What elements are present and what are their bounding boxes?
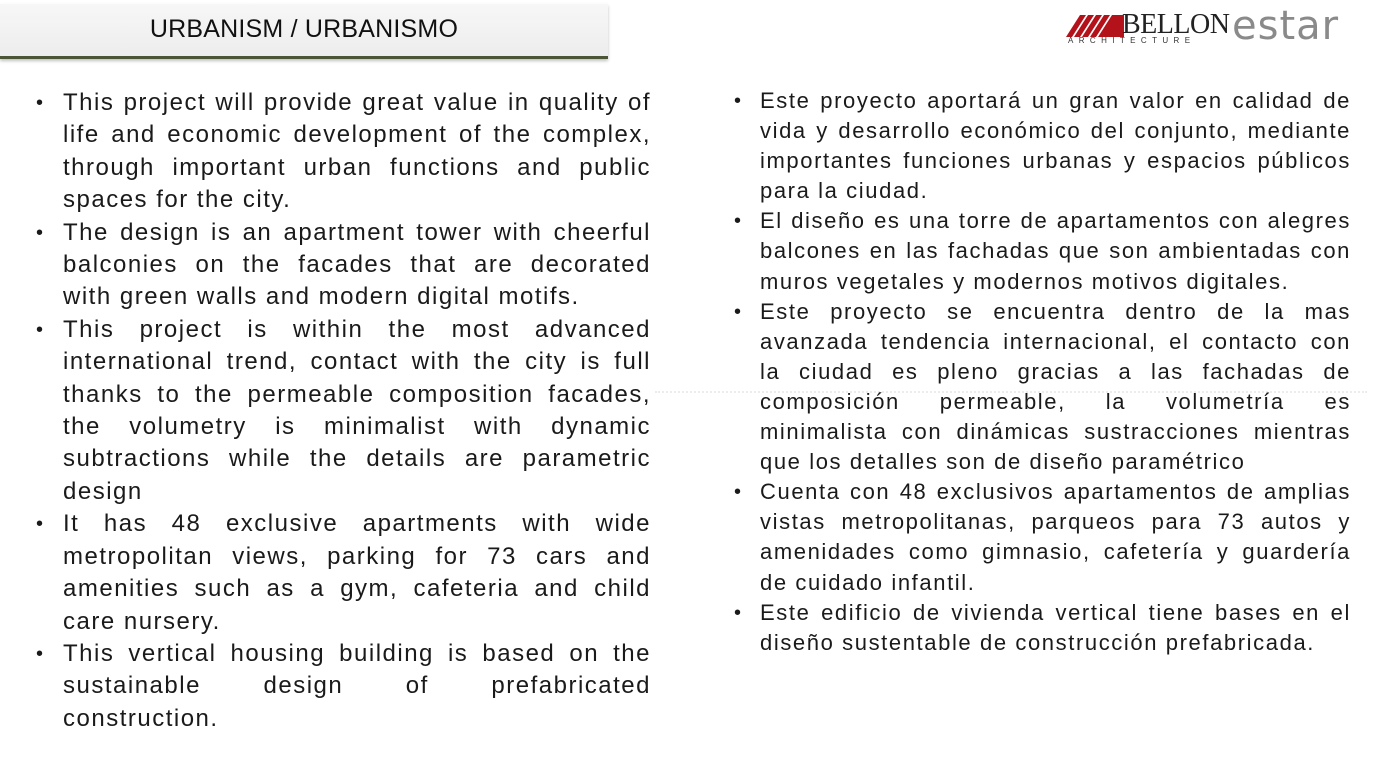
list-item-text: El diseño es una torre de apartamentos con alegres balcones en las fachadas que son ambientadas con muros vegetales y modernos motivos digitales.	[760, 208, 1351, 294]
list-item	[36, 314, 651, 508]
list-item-text: Cuenta con 48 exclusivos apartamentos de amplias vistas metropolitanas, parqueos para 73 autos y amenidades como gimnasio, cafetería y guardería de cuidado infantil.	[760, 479, 1351, 595]
bullet-icon: •	[734, 601, 743, 624]
list-item-text: Este edificio de vivienda vertical tiene bases en el diseño sustentable de construcción prefabricada.	[760, 599, 1351, 655]
list-item-text: This vertical housing building is based on the sustainable design of prefabricated construction.	[63, 639, 651, 732]
bullet-icon: •	[734, 481, 743, 504]
list-item	[734, 206, 1351, 296]
list-item-text: It has 48 exclusive apartments with wide metropolitan views, parking for 73 cars and amenities such as a gym, cafeteria and child care nursery.	[63, 510, 651, 635]
bullet-icon: •	[36, 642, 45, 665]
list-item-text: Este proyecto aportará un gran valor en calidad de vida y desarrollo económico del conjunto, mediante importantes funciones urbanas y espacios públicos para la ciudad.	[760, 88, 1351, 204]
list-item-text: This project will provide great value in quality of life and economic development of the complex, through important urban functions and public spaces for the city.	[63, 89, 651, 214]
list-item	[734, 86, 1351, 206]
list-item	[734, 477, 1351, 597]
title-bar	[0, 4, 608, 59]
bellon-logo-mark-icon	[1066, 13, 1124, 37]
estar-logo-text: estar	[1232, 3, 1340, 49]
list-item	[36, 217, 651, 314]
page-title: URBANISM / URBANISMO	[149, 15, 459, 43]
bellon-logo-text: BELLON	[1122, 9, 1230, 40]
list-item	[734, 598, 1351, 658]
bullet-icon: •	[734, 300, 743, 323]
list-item	[734, 297, 1351, 478]
bullet-icon: •	[734, 90, 743, 112]
bellon-logo-subtext: ARCHITECTURE	[1068, 36, 1196, 45]
list-item-text: The design is an apartment tower with cheerful balconies on the facades that are decorated with green walls and modern digital motifs.	[63, 218, 651, 311]
bullet-icon: •	[36, 92, 45, 114]
bullet-icon: •	[36, 221, 45, 244]
bullet-icon: •	[36, 318, 45, 341]
bullet-icon: •	[734, 210, 743, 233]
list-item	[36, 87, 651, 217]
company-logo	[1066, 3, 1382, 49]
list-item-text: This project is within the most advanced international trend, contact with the city is full thanks to the permeable composition facades, the volumetry is minimalist with dynamic subtractions while the details are parametric design	[63, 315, 651, 505]
english-bullet-list	[36, 87, 651, 735]
bullet-icon: •	[36, 513, 45, 536]
list-item	[36, 508, 651, 638]
spanish-bullet-list	[734, 86, 1351, 658]
list-item-text: Este proyecto se encuentra dentro de la mas avanzada tendencia internacional, el contacto con la ciudad es pleno gracias a las fachadas de composición permeable, la volumetría es minimalista con dinámicas sustracciones mientras que los detalles son de diseño paramétrico	[760, 298, 1351, 475]
list-item	[36, 638, 651, 735]
